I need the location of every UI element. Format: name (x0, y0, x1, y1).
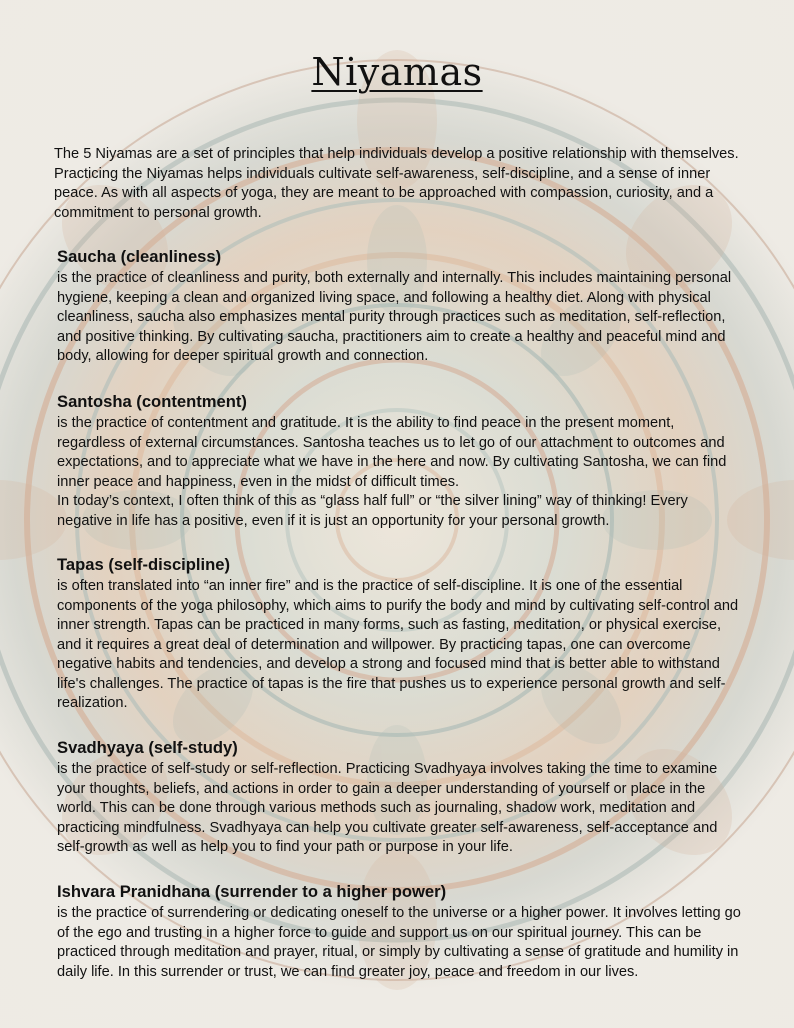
intro-paragraph: The 5 Niyamas are a set of principles that help individuals develop a positive relationship with themselves. Practicing the Niyamas helps individuals cultivate self-awareness, self-discipline, and a sense of inner peace. As with all aspects of yoga, they are meant to be approached with compassion, curiosity, and a commitment to personal growth. (54, 146, 739, 221)
section-text: is the practice of surrendering or dedicating oneself to the universe or a higher power. It involves letting go of the ego and trusting in a higher force to guide and support us on our spiritual journey. This can be practiced through meditation and prayer, ritual, or simply by cultivating a sense of gratitude and humility in daily life. In this surrender or trust, we can find greater joy, peace and freedom in our lives. (57, 905, 741, 980)
section-text: In today’s context, I often think of this as “glass half full” or “the silver lining” way of thinking! Every negative in life has a positive, even if it is just an opportunity for your personal growth. (57, 493, 688, 529)
section-text: is the practice of self-study or self-reflection. Practicing Svadhyaya involves taking the time to examine your thoughts, beliefs, and actions in order to gain a deeper understanding of yourself or place in the world. This can be done through various methods such as journaling, shadow work, meditation and practicing mindfulness. Svadhyaya can help you cultivate greater self-awareness, self-acceptance and self-growth as well as help you to find your path or purpose in your life. (57, 761, 718, 855)
section-heading: Santosha (contentment) (57, 392, 247, 411)
section-svadhyaya (57, 738, 745, 858)
section-text: is the practice of contentment and gratitude. It is the ability to find peace in the present moment, regardless of external circumstances. Santosha teaches us to let go of our attachment to outcomes and expectations, and to appreciate what we have in the here and now. By cultivating Santosha, we can find inner peace and happiness, even in the midst of difficult times. (57, 415, 727, 490)
section-text: is often translated into “an inner fire” and is the practice of self-discipline. It is one of the essential components of the yoga philosophy, which aims to purify the body and mind by cultivating self-control and inner strength. Tapas can be practiced in many forms, such as fasting, meditation, or physical exercise, and it requires a great deal of determination and willpower. By practicing tapas, one can overcome negative habits and tendencies, and develop a strong and focused mind that is better able to withstand life's challenges. The practice of tapas is the fire that pushes us to experience personal growth and self-realization. (57, 578, 739, 711)
section-heading: Tapas (self-discipline) (57, 555, 231, 574)
section-ishvara-pranidhana (57, 882, 745, 982)
section-heading: Svadhyaya (self-study) (57, 738, 238, 757)
section-tapas (57, 555, 745, 714)
section-heading: Saucha (cleanliness) (57, 247, 222, 266)
page-title: Niyamas (311, 50, 483, 94)
section-santosha (57, 392, 745, 531)
section-heading: Ishvara Pranidhana (surrender to a higher power) (57, 882, 447, 901)
section-saucha (57, 247, 745, 367)
section-text: is the practice of cleanliness and purity, both externally and internally. This includes maintaining personal hygiene, keeping a clean and organized living space, and following a healthy diet. Along with physical cleanliness, saucha also emphasizes mental purity through practices such as meditation, self-reflection, and positive thinking. By cultivating saucha, practitioners aim to create a healthy and peaceful mind and body, allowing for deeper spiritual growth and connection. (57, 270, 732, 364)
